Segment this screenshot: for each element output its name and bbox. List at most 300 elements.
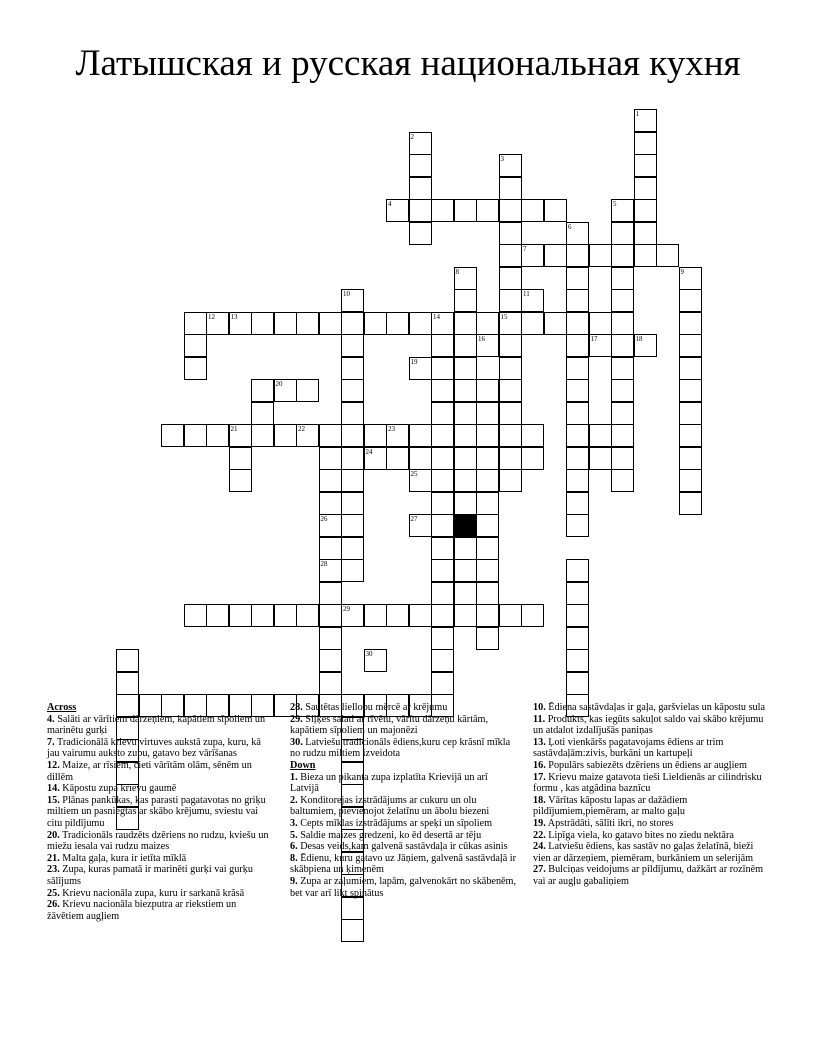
clue-text: Populārs sabiezēts dzēriens un ēdiens ar augļiem <box>545 759 747 771</box>
crossword-cell[interactable] <box>611 469 634 492</box>
crossword-cell[interactable] <box>634 334 657 357</box>
clue-number: 3. <box>290 817 298 829</box>
crossword-cell[interactable] <box>341 897 364 920</box>
clue <box>533 818 765 830</box>
crossword-cell[interactable] <box>521 447 544 470</box>
crossword-cell[interactable] <box>229 424 252 447</box>
clue-number: 15 <box>500 312 508 321</box>
crossword-cell[interactable] <box>634 154 657 177</box>
crossword-cell[interactable] <box>431 582 454 605</box>
clue-number: 24. <box>533 841 546 853</box>
clue <box>47 864 273 887</box>
crossword-cell[interactable] <box>364 312 387 335</box>
clue <box>533 737 765 760</box>
crossword-cell[interactable] <box>161 424 184 447</box>
crossword-cell[interactable] <box>499 424 522 447</box>
clue-number: 13. <box>533 736 546 748</box>
crossword-cell[interactable] <box>431 672 454 695</box>
crossword-cell[interactable] <box>566 424 589 447</box>
clue <box>47 783 273 795</box>
crossword-cell[interactable] <box>341 447 364 470</box>
crossword-cell[interactable] <box>634 109 657 132</box>
crossword-cell[interactable] <box>521 289 544 312</box>
crossword-cell[interactable] <box>521 424 544 447</box>
clue <box>290 830 518 842</box>
clue-text: Sautētas liellopu mērcē ar krējumu <box>302 702 448 713</box>
crossword-cell[interactable] <box>341 919 364 942</box>
clue <box>533 702 765 714</box>
clue-number: 1 <box>635 110 639 118</box>
clue <box>47 888 273 900</box>
crossword-cell[interactable] <box>679 289 702 312</box>
crossword-cell[interactable] <box>611 222 634 245</box>
crossword-cell[interactable] <box>679 424 702 447</box>
crossword-cell[interactable] <box>454 492 477 515</box>
crossword-cell[interactable] <box>454 289 477 312</box>
crossword-cell[interactable] <box>679 379 702 402</box>
clue-number: 23. <box>47 864 60 876</box>
crossword-cell[interactable] <box>431 379 454 402</box>
crossword-cell[interactable] <box>341 492 364 515</box>
crossword-cell[interactable] <box>341 357 364 380</box>
clue-number: 26 <box>320 515 328 523</box>
crossword-cell[interactable] <box>499 154 522 177</box>
crossword-cell[interactable] <box>499 244 522 267</box>
crossword-cell[interactable] <box>679 267 702 290</box>
clue-number: 15. <box>47 794 60 806</box>
clue-text: Ēdienu, kuru gatavo uz Jāņiem, galvenā sastāvdaļā ir skābpiena un ķimenēm <box>290 852 517 876</box>
crossword-cell[interactable] <box>611 447 634 470</box>
clue-text: Bieza un pikanta zupa izplatīta Krievijā un arī Latvijā <box>290 771 488 795</box>
crossword-cell[interactable] <box>431 402 454 425</box>
crossword-cell[interactable] <box>184 312 207 335</box>
crossword-cell[interactable] <box>274 379 297 402</box>
crossword-cell[interactable] <box>611 334 634 357</box>
clue <box>47 714 273 737</box>
clue-text: Ļoti vienkāršs pagatavojams ēdiens ar trim sastāvdaļām:zivis, burkāni un kartupeļi <box>533 736 724 760</box>
crossword-cell[interactable] <box>454 267 477 290</box>
crossword-cell[interactable] <box>319 514 342 537</box>
crossword-cell[interactable] <box>566 334 589 357</box>
crossword-cell[interactable] <box>116 672 139 695</box>
crossword-cell[interactable] <box>566 672 589 695</box>
crossword-cell[interactable] <box>206 604 229 627</box>
clue <box>290 818 518 830</box>
crossword-cell[interactable] <box>566 267 589 290</box>
crossword-cell[interactable] <box>566 289 589 312</box>
crossword-cell[interactable] <box>409 154 432 177</box>
crossword-cell[interactable] <box>319 469 342 492</box>
clue-number: 28 <box>320 560 328 568</box>
clues-column-2 <box>290 702 518 899</box>
crossword-cell[interactable] <box>229 604 252 627</box>
crossword-cell[interactable] <box>431 649 454 672</box>
crossword-cell[interactable] <box>634 177 657 200</box>
crossword-cell[interactable] <box>634 244 657 267</box>
crossword-cell[interactable] <box>431 537 454 560</box>
crossword-cell[interactable] <box>521 244 544 267</box>
crossword-cell[interactable] <box>611 289 634 312</box>
clue <box>290 841 518 853</box>
clue-text: Produkts, kas iegūts sakuļot saldo vai skābo krējumu un atdalot izdalījušās paniņas <box>533 713 764 737</box>
clue-number: 30 <box>365 650 373 658</box>
clue <box>47 830 273 853</box>
crossword-cell[interactable] <box>544 244 567 267</box>
crossword-cell[interactable] <box>476 379 499 402</box>
across-clue-list <box>47 714 273 923</box>
crossword-cell[interactable] <box>409 199 432 222</box>
crossword-cell[interactable] <box>386 447 409 470</box>
crossword-cell[interactable] <box>566 559 589 582</box>
crossword-cell[interactable] <box>319 582 342 605</box>
clue-number: 16 <box>478 335 485 343</box>
crossword-cell[interactable] <box>566 379 589 402</box>
clue-number: 12. <box>47 759 60 771</box>
crossword-cell[interactable] <box>566 582 589 605</box>
crossword-cell[interactable] <box>319 649 342 672</box>
crossword-cell[interactable] <box>386 312 409 335</box>
crossword-cell[interactable] <box>476 334 499 357</box>
crossword-cell[interactable] <box>566 627 589 650</box>
crossword-cell[interactable] <box>499 289 522 312</box>
clue-text: Apstrādāti, sālīti ikri, no stores <box>545 817 674 829</box>
clue <box>290 737 518 760</box>
crossword-cell[interactable] <box>454 334 477 357</box>
crossword-cell[interactable] <box>499 312 522 335</box>
crossword-cell[interactable] <box>341 559 364 582</box>
crossword-cell[interactable] <box>521 604 544 627</box>
clue-text: Desas veids,kam galvenā sastāvdaļa ir cūkas asinis <box>297 841 508 853</box>
crossword-cell[interactable] <box>206 312 229 335</box>
crossword-cell[interactable] <box>409 177 432 200</box>
crossword-cell[interactable] <box>206 424 229 447</box>
clue <box>533 830 765 842</box>
page-title: Латышская и русская национальная кухня <box>75 43 741 84</box>
crossword-cell[interactable] <box>566 357 589 380</box>
clue <box>47 760 273 783</box>
clue-number: 21 <box>230 425 238 433</box>
clue-text: Latviešu ēdiens, kas sastāv no gaļas želatīnā, bieži vien ar dārzeņiem, piemēram, burkāniem un selerijām <box>533 841 754 864</box>
crossword-cell[interactable] <box>611 312 634 335</box>
clue-number: 27. <box>533 864 546 876</box>
crossword-block <box>454 514 477 537</box>
clue-text: Tradicionālā krievu virtuves aukstā zupa, kuru, kā jau vairumu auksto zupu, gatavo bez vārīšanas <box>47 736 261 760</box>
crossword-cell[interactable] <box>319 627 342 650</box>
crossword-cell[interactable] <box>229 469 252 492</box>
clues-column-1 <box>47 702 273 922</box>
crossword-cell[interactable] <box>274 604 297 627</box>
crossword-cell[interactable] <box>679 469 702 492</box>
crossword-cell[interactable] <box>274 424 297 447</box>
crossword-cell[interactable] <box>499 334 522 357</box>
crossword-cell[interactable] <box>499 402 522 425</box>
clue-number: 20 <box>275 380 283 388</box>
clue-text: Cepts mīklas izstrādājums ar speķi un sīpoliem <box>297 817 493 829</box>
crossword-cell[interactable] <box>229 312 252 335</box>
clue <box>47 737 273 760</box>
clue-number: 4. <box>47 713 55 725</box>
crossword-cell[interactable] <box>476 559 499 582</box>
crossword-cell[interactable] <box>611 357 634 380</box>
clue <box>290 702 518 714</box>
crossword-cell[interactable] <box>431 424 454 447</box>
crossword-cell[interactable] <box>341 537 364 560</box>
crossword-cell[interactable] <box>611 424 634 447</box>
crossword-cell[interactable] <box>454 199 477 222</box>
crossword-cell[interactable] <box>296 424 319 447</box>
crossword-cell[interactable] <box>566 312 589 335</box>
crossword-cell[interactable] <box>229 447 252 470</box>
crossword-cell[interactable] <box>431 199 454 222</box>
crossword-cell[interactable] <box>476 627 499 650</box>
clue-number: 17 <box>590 335 598 343</box>
crossword-cell[interactable] <box>251 379 274 402</box>
clue <box>290 795 518 818</box>
crossword-cell[interactable] <box>454 582 477 605</box>
crossword-cell[interactable] <box>634 199 657 222</box>
clue-text: Vārītas kāpostu lapas ar dažādiem pildījumiem,piemēram, ar malto gaļu <box>533 794 688 818</box>
clue-number: 19. <box>533 817 546 829</box>
crossword-cell[interactable] <box>454 379 477 402</box>
crossword-cell[interactable] <box>566 244 589 267</box>
crossword-cell[interactable] <box>319 559 342 582</box>
crossword-cell[interactable] <box>319 604 342 627</box>
clue-number: 7. <box>47 736 55 748</box>
crossword-cell[interactable] <box>116 649 139 672</box>
crossword-cell[interactable] <box>409 447 432 470</box>
crossword-cell[interactable] <box>409 514 432 537</box>
clue-number: 4 <box>388 200 392 208</box>
crossword-cell[interactable] <box>409 357 432 380</box>
crossword-cell[interactable] <box>476 469 499 492</box>
crossword-cell[interactable] <box>476 447 499 470</box>
crossword-cell[interactable] <box>499 199 522 222</box>
crossword-cell[interactable] <box>566 649 589 672</box>
crossword-cell[interactable] <box>409 469 432 492</box>
crossword-cell[interactable] <box>521 199 544 222</box>
crossword-cell[interactable] <box>184 334 207 357</box>
crossword-cell[interactable] <box>476 199 499 222</box>
crossword-cell[interactable] <box>431 312 454 335</box>
crossword-cell[interactable] <box>341 424 364 447</box>
crossword-cell[interactable] <box>589 244 612 267</box>
clue-number: 17. <box>533 771 546 783</box>
crossword-cell[interactable] <box>386 199 409 222</box>
clue-text: Malta gaļa, kura ir ietīta mīklā <box>59 852 187 864</box>
crossword-cell[interactable] <box>476 312 499 335</box>
crossword-cell[interactable] <box>589 447 612 470</box>
crossword-cell[interactable] <box>251 424 274 447</box>
crossword-cell[interactable] <box>431 447 454 470</box>
crossword-cell[interactable] <box>476 604 499 627</box>
crossword-cell[interactable] <box>476 424 499 447</box>
crossword-cell[interactable] <box>431 604 454 627</box>
crossword-cell[interactable] <box>319 312 342 335</box>
crossword-cell[interactable] <box>454 402 477 425</box>
crossword-cell[interactable] <box>341 312 364 335</box>
down-clue-list-continued <box>533 702 765 888</box>
clue-number: 30. <box>290 736 303 748</box>
clue-number: 25. <box>47 887 60 899</box>
crossword-cell[interactable] <box>611 402 634 425</box>
crossword-cell[interactable] <box>319 424 342 447</box>
crossword-cell[interactable] <box>521 312 544 335</box>
crossword-cell[interactable] <box>589 424 612 447</box>
crossword-cell[interactable] <box>319 672 342 695</box>
crossword-cell[interactable] <box>499 447 522 470</box>
crossword-cell[interactable] <box>679 492 702 515</box>
crossword-cell[interactable] <box>341 334 364 357</box>
crossword-cell[interactable] <box>454 424 477 447</box>
crossword-cell[interactable] <box>679 357 702 380</box>
clue <box>290 772 518 795</box>
crossword-cell[interactable] <box>319 447 342 470</box>
crossword-cell[interactable] <box>341 514 364 537</box>
crossword-cell[interactable] <box>679 334 702 357</box>
crossword-cell[interactable] <box>566 469 589 492</box>
crossword-cell[interactable] <box>611 267 634 290</box>
crossword-cell[interactable] <box>476 402 499 425</box>
clue-number: 27 <box>410 515 418 523</box>
crossword-cell[interactable] <box>611 379 634 402</box>
crossword-cell[interactable] <box>184 604 207 627</box>
crossword-cell[interactable] <box>431 559 454 582</box>
crossword-cell[interactable] <box>454 357 477 380</box>
crossword-cell[interactable] <box>566 514 589 537</box>
crossword-cell[interactable] <box>544 312 567 335</box>
crossword-cell[interactable] <box>409 604 432 627</box>
crossword-cell[interactable] <box>634 132 657 155</box>
crossword-cell[interactable] <box>409 312 432 335</box>
crossword-cell[interactable] <box>341 402 364 425</box>
crossword-cell[interactable] <box>251 312 274 335</box>
crossword-cell[interactable] <box>566 492 589 515</box>
clue <box>533 714 765 737</box>
clue <box>290 853 518 876</box>
across-heading: Across <box>47 702 77 713</box>
crossword-cell[interactable] <box>679 402 702 425</box>
crossword-cell[interactable] <box>364 604 387 627</box>
clue-text: Bulciņas veidojums ar pildījumu, dažkārt ar rozīnēm vai ar augļu gabaliņiem <box>533 864 764 887</box>
crossword-cell[interactable] <box>431 492 454 515</box>
crossword-cell[interactable] <box>454 312 477 335</box>
crossword-cell[interactable] <box>566 222 589 245</box>
crossword-cell[interactable] <box>274 312 297 335</box>
crossword-cell[interactable] <box>386 604 409 627</box>
clue-number: 3 <box>500 155 504 163</box>
crossword-cell[interactable] <box>499 469 522 492</box>
clue-text: Krievu maize gatavota tieši Lieldienās ar cilindrisku formu , kas atgādina baznīcu <box>533 771 762 795</box>
crossword-cell[interactable] <box>589 334 612 357</box>
crossword-cell[interactable] <box>566 402 589 425</box>
crossword-cell[interactable] <box>476 492 499 515</box>
clue <box>533 772 765 795</box>
crossword-cell[interactable] <box>454 537 477 560</box>
clue-number: 9. <box>290 875 298 887</box>
crossword-cell[interactable] <box>499 604 522 627</box>
crossword-cell[interactable] <box>679 312 702 335</box>
crossword-cell[interactable] <box>476 514 499 537</box>
clue-text: Ēdiena sastāvdaļas ir gaļa, garšvielas un kāpostu sula <box>545 702 765 713</box>
clue-number: 29. <box>290 713 303 725</box>
crossword-cell[interactable] <box>431 627 454 650</box>
crossword-cell[interactable] <box>364 447 387 470</box>
crossword-cell[interactable] <box>679 447 702 470</box>
clue <box>533 841 765 864</box>
crossword-cell[interactable] <box>251 402 274 425</box>
crossword-cell[interactable] <box>499 177 522 200</box>
crossword-cell[interactable] <box>431 469 454 492</box>
clue-text: Maize, ar rīsiem, cieti vārītām olām, sēnēm un dillēm <box>47 759 252 783</box>
clue-text: Krievu nacionāla zupa, kuru ir sarkanā krāsā <box>59 887 245 899</box>
crossword-cell[interactable] <box>296 604 319 627</box>
crossword-cell[interactable] <box>499 357 522 380</box>
clue-number: 24 <box>365 447 373 456</box>
crossword-cell[interactable] <box>544 199 567 222</box>
crossword-cell[interactable] <box>431 357 454 380</box>
crossword-cell[interactable] <box>296 312 319 335</box>
crossword-cell[interactable] <box>589 312 612 335</box>
crossword-cell[interactable] <box>611 244 634 267</box>
crossword-cell[interactable] <box>341 379 364 402</box>
crossword-cell[interactable] <box>611 199 634 222</box>
crossword-cell[interactable] <box>499 267 522 290</box>
crossword-cell[interactable] <box>386 424 409 447</box>
crossword-cell[interactable] <box>296 379 319 402</box>
clue-text: Tradicionāls raudzēts dzēriens no rudzu, kviešu un miežu iesala vai rudzu maizes <box>47 829 269 853</box>
clue-number: 2 <box>410 132 414 141</box>
crossword-cell[interactable] <box>341 289 364 312</box>
crossword-cell[interactable] <box>656 244 679 267</box>
crossword-cell[interactable] <box>184 357 207 380</box>
crossword-cell[interactable] <box>499 379 522 402</box>
crossword-cell[interactable] <box>454 447 477 470</box>
crossword-cell[interactable] <box>341 469 364 492</box>
clue-text: Saldie maizes gredzeni, ko ēd desertā ar tēju <box>297 829 482 841</box>
crossword-cell[interactable] <box>251 604 274 627</box>
crossword-cell[interactable] <box>566 447 589 470</box>
crossword-cell[interactable] <box>431 514 454 537</box>
crossword-cell[interactable] <box>364 424 387 447</box>
crossword-cell[interactable] <box>566 604 589 627</box>
crossword-cell[interactable] <box>409 424 432 447</box>
clue-number: 29 <box>343 605 350 613</box>
crossword-cell[interactable] <box>409 222 432 245</box>
crossword-cell[interactable] <box>341 604 364 627</box>
crossword-cell[interactable] <box>409 132 432 155</box>
clue-number: 5. <box>290 829 298 841</box>
crossword-cell[interactable] <box>319 537 342 560</box>
crossword-cell[interactable] <box>476 582 499 605</box>
crossword-cell[interactable] <box>319 492 342 515</box>
crossword-cell[interactable] <box>454 604 477 627</box>
crossword-cell[interactable] <box>364 649 387 672</box>
clue-number: 12 <box>208 312 215 321</box>
crossword-cell[interactable] <box>184 424 207 447</box>
clue <box>47 853 273 865</box>
clue <box>533 864 765 887</box>
clue-text: Salāti ar vārītiem dārzeņiem, kapātiem sīpoliem un marinētu gurķi <box>47 713 266 737</box>
crossword-cell[interactable] <box>499 222 522 245</box>
clue-number: 16. <box>533 759 546 771</box>
crossword-cell[interactable] <box>454 559 477 582</box>
clue-number: 18 <box>635 335 643 343</box>
crossword-cell[interactable] <box>454 469 477 492</box>
crossword-cell[interactable] <box>476 537 499 560</box>
clue <box>533 760 765 772</box>
crossword-cell[interactable] <box>431 334 454 357</box>
crossword-cell[interactable] <box>634 222 657 245</box>
